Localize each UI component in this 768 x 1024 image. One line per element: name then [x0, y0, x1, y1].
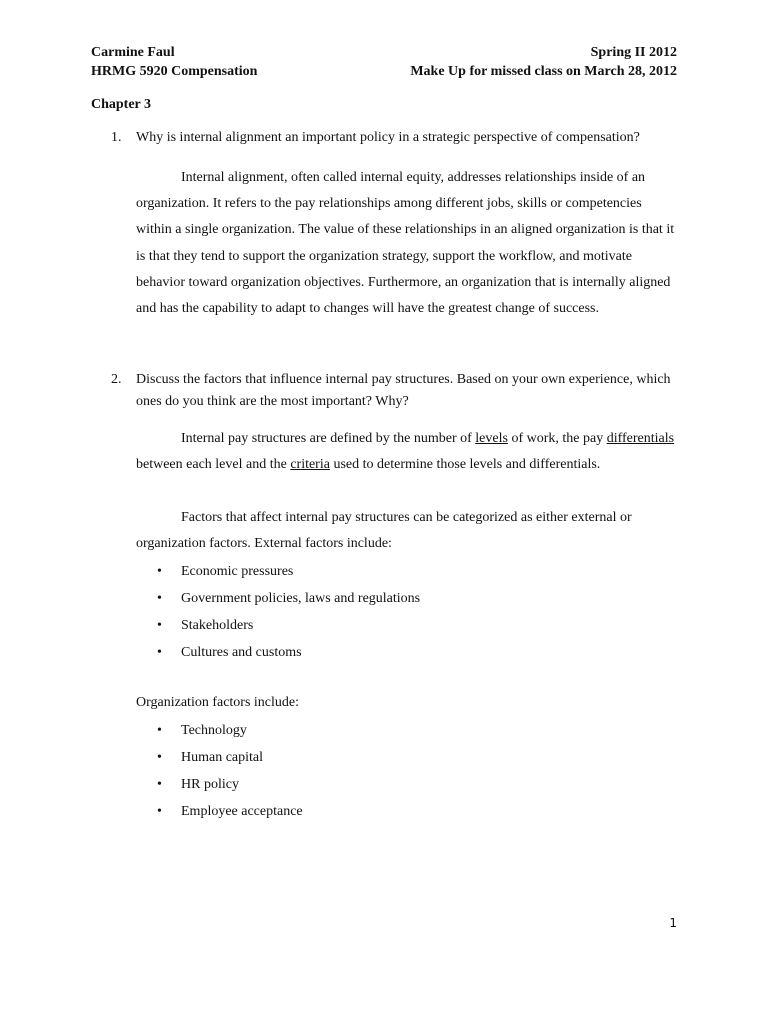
- list-item-label: Human capital: [181, 750, 264, 766]
- term-criteria: criteria: [290, 457, 330, 473]
- page-number: 1: [669, 916, 677, 930]
- answer-1-paragraph: Internal alignment, often called internal equity, addresses relationships inside of an organization. It refers to the pay relationships among different jobs, skills or competencies within a single organization. The value of these relationships in an aligned organization is that it is that they tend to support the organization strategy, support the workflow, and motivate behavior toward organization objectives. Furthermore, an organization that is internally aligned and has the capability to adapt to changes will have the greatest change of success.: [136, 170, 675, 317]
- list-item-label: Cultures and customs: [181, 645, 302, 661]
- term-label: Spring II 2012: [590, 45, 677, 60]
- question-2-number: 2.: [111, 372, 122, 387]
- author-name: Carmine Faul: [91, 45, 175, 60]
- text-segment: between each level and the: [136, 457, 291, 473]
- external-factors-list: [136, 563, 420, 671]
- answer-2-paragraph-1: [136, 426, 680, 478]
- bullet-icon: •: [157, 804, 162, 820]
- text-segment: of work, the pay: [507, 431, 607, 446]
- answer-2-paragraph-2: Factors that affect internal pay structures can be categorized as either external or organization factors. External factors include:: [136, 510, 632, 552]
- term-differentials: differentials: [606, 431, 675, 446]
- list-item: [136, 617, 420, 644]
- chapter-heading: Chapter 3: [91, 97, 152, 112]
- list-item-label: Technology: [181, 723, 247, 738]
- text-segment: used to determine those levels and differentials.: [329, 457, 601, 473]
- bullet-icon: •: [157, 591, 162, 607]
- organization-factors-list: [136, 722, 303, 830]
- list-item: [136, 563, 420, 590]
- question-1-text: Why is internal alignment an important policy in a strategic perspective of compensation?: [136, 130, 640, 145]
- organization-factors-intro: Organization factors include:: [136, 695, 300, 710]
- list-item: [136, 590, 420, 617]
- bullet-icon: •: [157, 777, 162, 793]
- bullet-icon: •: [157, 645, 162, 661]
- bullet-icon: •: [157, 750, 162, 766]
- text-segment: Internal pay structures are defined by the number of: [181, 431, 476, 446]
- list-item-label: Stakeholders: [181, 618, 254, 634]
- bullet-icon: •: [157, 618, 162, 634]
- list-item-label: Employee acceptance: [181, 804, 303, 820]
- makeup-note: Make Up for missed class on March 28, 2012: [410, 64, 677, 79]
- list-item: [136, 722, 303, 749]
- course-name: HRMG 5920 Compensation: [91, 64, 258, 79]
- list-item: [136, 644, 420, 671]
- list-item-label: Economic pressures: [181, 564, 294, 579]
- question-2-text: Discuss the factors that influence internal pay structures. Based on your own experience, which ones do you think are the most important? Why?: [136, 372, 671, 409]
- list-item-label: HR policy: [181, 777, 239, 793]
- bullet-icon: •: [157, 723, 162, 738]
- list-item: [136, 803, 303, 830]
- list-item-label: Government policies, laws and regulations: [181, 591, 421, 607]
- question-1-number: 1.: [111, 130, 122, 145]
- list-item: [136, 749, 303, 776]
- term-levels: levels: [475, 431, 508, 446]
- bullet-icon: •: [157, 564, 162, 579]
- list-item: [136, 776, 303, 803]
